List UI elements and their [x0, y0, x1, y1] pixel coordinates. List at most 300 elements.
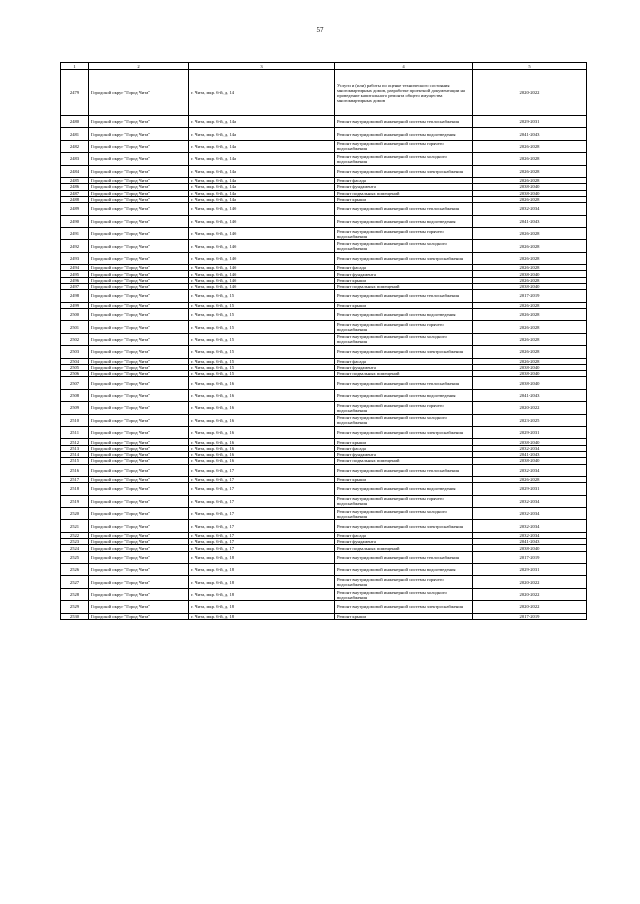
period-cell: 2026-2028 — [473, 476, 587, 482]
row-number-cell: 2530 — [61, 613, 89, 619]
column-number: 5 — [473, 63, 587, 70]
table-row — [61, 464, 587, 476]
work-type-cell: Ремонт внутридомовой инженерной системы электроснабжения — [335, 520, 473, 532]
period-cell: 2026-2028 — [473, 321, 587, 333]
row-number-cell: 2490 — [61, 215, 89, 227]
table-row — [61, 346, 587, 358]
address-cell: г. Чита, мкр. 6-й, д. 18 — [189, 564, 335, 576]
address-cell: г. Чита, мкр. 6-й, д. 17 — [189, 539, 335, 545]
table-row — [61, 613, 587, 619]
row-number-cell: 2523 — [61, 539, 89, 545]
municipality-cell: Городской округ "Город Чита" — [89, 215, 189, 227]
municipality-cell: Городской округ "Город Чита" — [89, 290, 189, 302]
period-cell: 2026-2028 — [473, 196, 587, 202]
row-number-cell: 2522 — [61, 532, 89, 538]
period-cell: 2026-2028 — [473, 308, 587, 320]
municipality-cell: Городской округ "Город Чита" — [89, 358, 189, 364]
work-type-cell: Ремонт фундамента — [335, 364, 473, 370]
row-number-cell: 2493 — [61, 252, 89, 264]
address-cell: г. Чита, мкр. 6-й, д. 16 — [189, 451, 335, 457]
address-cell: г. Чита, мкр. 6-й, д. 18 — [189, 613, 335, 619]
work-type-cell: Ремонт внутридомовой инженерной системы водоотведения — [335, 389, 473, 401]
address-cell: г. Чита, мкр. 6-й, д. 14а — [189, 177, 335, 183]
municipality-cell: Городской округ "Город Чита" — [89, 588, 189, 600]
table-row — [61, 588, 587, 600]
row-number-cell: 2485 — [61, 177, 89, 183]
period-cell: 2020-2022 — [473, 601, 587, 613]
address-cell: г. Чита, мкр. 6-й, д. 14б — [189, 227, 335, 239]
address-cell: г. Чита, мкр. 6-й, д. 18 — [189, 576, 335, 588]
row-number-cell: 2499 — [61, 302, 89, 308]
period-cell: 2026-2028 — [473, 227, 587, 239]
column-number-row — [61, 63, 587, 70]
table-row — [61, 508, 587, 520]
period-cell: 2041-2043 — [473, 451, 587, 457]
work-type-cell: Ремонт внутридомовой инженерной системы водоотведения — [335, 215, 473, 227]
table-row — [61, 426, 587, 438]
work-type-cell: Ремонт внутридомовой инженерной системы холодного водоснабжения — [335, 240, 473, 252]
table-row — [61, 377, 587, 389]
period-cell: 2029-2031 — [473, 426, 587, 438]
work-type-cell: Ремонт внутридомовой инженерной системы горячего водоснабжения — [335, 227, 473, 239]
municipality-cell: Городской округ "Город Чита" — [89, 177, 189, 183]
municipality-cell: Городской округ "Город Чита" — [89, 564, 189, 576]
work-type-cell: Ремонт фасада — [335, 532, 473, 538]
work-type-cell: Ремонт внутридомовой инженерной системы электроснабжения — [335, 346, 473, 358]
period-cell: 2029-2031 — [473, 483, 587, 495]
table-row — [61, 240, 587, 252]
address-cell: г. Чита, мкр. 6-й, д. 16 — [189, 426, 335, 438]
municipality-cell: Городской округ "Город Чита" — [89, 439, 189, 445]
municipality-cell: Городской округ "Город Чита" — [89, 464, 189, 476]
work-type-cell: Ремонт внутридомовой инженерной системы электроснабжения — [335, 252, 473, 264]
row-number-cell: 2526 — [61, 564, 89, 576]
period-cell: 2038-2040 — [473, 377, 587, 389]
municipality-cell: Городской округ "Город Чита" — [89, 539, 189, 545]
period-cell: 2026-2028 — [473, 140, 587, 152]
address-cell: г. Чита, мкр. 6-й, д. 15 — [189, 371, 335, 377]
address-cell: г. Чита, мкр. 6-й, д. 15 — [189, 321, 335, 333]
municipality-cell: Городской округ "Город Чита" — [89, 414, 189, 426]
row-number-cell: 2492 — [61, 240, 89, 252]
row-number-cell: 2482 — [61, 140, 89, 152]
work-type-cell: Ремонт подвальных помещений — [335, 545, 473, 551]
work-type-cell: Ремонт внутридомовой инженерной системы электроснабжения — [335, 426, 473, 438]
work-type-cell: Ремонт крыши — [335, 196, 473, 202]
address-cell: г. Чита, мкр. 6-й, д. 17 — [189, 508, 335, 520]
municipality-cell: Городской округ "Город Чита" — [89, 495, 189, 507]
period-cell: 2017-2019 — [473, 290, 587, 302]
address-cell: г. Чита, мкр. 6-й, д. 16 — [189, 439, 335, 445]
address-cell: г. Чита, мкр. 6-й, д. 18 — [189, 588, 335, 600]
period-cell: 2032-2034 — [473, 445, 587, 451]
work-type-cell: Ремонт крыши — [335, 277, 473, 283]
municipality-cell: Городской округ "Город Чита" — [89, 551, 189, 563]
work-type-cell: Ремонт фасада — [335, 177, 473, 183]
work-type-cell: Ремонт внутридомовой инженерной системы горячего водоснабжения — [335, 402, 473, 414]
work-type-cell: Ремонт внутридомовой инженерной системы теплоснабжения — [335, 203, 473, 215]
table-row — [61, 215, 587, 227]
address-cell: г. Чита, мкр. 6-й, д. 14б — [189, 203, 335, 215]
work-type-cell: Ремонт внутридомовой инженерной системы электроснабжения — [335, 601, 473, 613]
table-row — [61, 227, 587, 239]
row-number-cell: 2503 — [61, 346, 89, 358]
address-cell: г. Чита, мкр. 6-й, д. 17 — [189, 495, 335, 507]
table-row — [61, 333, 587, 345]
municipality-cell: Городской округ "Город Чита" — [89, 445, 189, 451]
municipality-cell: Городской округ "Город Чита" — [89, 184, 189, 190]
period-cell: 2026-2028 — [473, 277, 587, 283]
work-type-cell: Ремонт внутридомовой инженерной системы водоотведения — [335, 483, 473, 495]
period-cell: 2020-2022 — [473, 70, 587, 116]
row-number-cell: 2498 — [61, 290, 89, 302]
municipality-cell: Городской округ "Город Чита" — [89, 426, 189, 438]
municipality-cell: Городской округ "Город Чита" — [89, 196, 189, 202]
work-type-cell: Ремонт внутридомовой инженерной системы холодного водоснабжения — [335, 153, 473, 165]
address-cell: г. Чита, мкр. 6-й, д. 16 — [189, 402, 335, 414]
row-number-cell: 2489 — [61, 203, 89, 215]
work-type-cell: Ремонт внутридомовой инженерной системы холодного водоснабжения — [335, 588, 473, 600]
address-cell: г. Чита, мкр. 6-й, д. 15 — [189, 346, 335, 358]
municipality-cell: Городской округ "Город Чита" — [89, 483, 189, 495]
period-cell: 2026-2028 — [473, 153, 587, 165]
period-cell: 2020-2022 — [473, 588, 587, 600]
work-type-cell: Ремонт подвальных помещений — [335, 283, 473, 289]
table-row — [61, 483, 587, 495]
period-cell: 2032-2034 — [473, 203, 587, 215]
row-number-cell: 2491 — [61, 227, 89, 239]
row-number-cell: 2524 — [61, 545, 89, 551]
address-cell: г. Чита, мкр. 6-й, д. 16 — [189, 458, 335, 464]
row-number-cell: 2496 — [61, 277, 89, 283]
municipality-cell: Городской округ "Город Чита" — [89, 70, 189, 116]
municipality-cell: Городской округ "Город Чита" — [89, 140, 189, 152]
row-number-cell: 2479 — [61, 70, 89, 116]
period-cell: 2038-2040 — [473, 371, 587, 377]
period-cell: 2032-2034 — [473, 532, 587, 538]
row-number-cell: 2513 — [61, 445, 89, 451]
period-cell: 2029-2031 — [473, 116, 587, 128]
municipality-cell: Городской округ "Город Чита" — [89, 165, 189, 177]
period-cell: 2017-2019 — [473, 551, 587, 563]
period-cell: 2017-2019 — [473, 613, 587, 619]
municipality-cell: Городской округ "Город Чита" — [89, 271, 189, 277]
period-cell: 2026-2028 — [473, 302, 587, 308]
work-type-cell: Ремонт внутридомовой инженерной системы электроснабжения — [335, 165, 473, 177]
row-number-cell: 2516 — [61, 464, 89, 476]
address-cell: г. Чита, мкр. 6-й, д. 18 — [189, 601, 335, 613]
table-row — [61, 290, 587, 302]
row-number-cell: 2494 — [61, 265, 89, 271]
period-cell: 2041-2043 — [473, 539, 587, 545]
work-type-cell: Ремонт внутридомовой инженерной системы водоотведения — [335, 308, 473, 320]
address-cell: г. Чита, мкр. 6-й, д. 14а — [189, 184, 335, 190]
address-cell: г. Чита, мкр. 6-й, д. 14а — [189, 153, 335, 165]
row-number-cell: 2484 — [61, 165, 89, 177]
table-row — [61, 520, 587, 532]
work-type-cell: Ремонт внутридомовой инженерной системы горячего водоснабжения — [335, 495, 473, 507]
municipality-cell: Городской округ "Город Чита" — [89, 451, 189, 457]
address-cell: г. Чита, мкр. 6-й, д. 14а — [189, 116, 335, 128]
table-row — [61, 165, 587, 177]
address-cell: г. Чита, мкр. 6-й, д. 14б — [189, 240, 335, 252]
table-row — [61, 252, 587, 264]
column-number: 4 — [335, 63, 473, 70]
period-cell: 2038-2040 — [473, 545, 587, 551]
work-type-cell: Ремонт внутридомовой инженерной системы теплоснабжения — [335, 290, 473, 302]
table-row — [61, 564, 587, 576]
municipality-cell: Городской округ "Город Чита" — [89, 520, 189, 532]
address-cell: г. Чита, мкр. 6-й, д. 15 — [189, 364, 335, 370]
work-type-cell: Ремонт внутридомовой инженерной системы горячего водоснабжения — [335, 140, 473, 152]
work-type-cell: Ремонт внутридомовой инженерной системы теплоснабжения — [335, 116, 473, 128]
row-number-cell: 2504 — [61, 358, 89, 364]
address-cell: г. Чита, мкр. 6-й, д. 14а — [189, 190, 335, 196]
address-cell: г. Чита, мкр. 6-й, д. 15 — [189, 308, 335, 320]
address-cell: г. Чита, мкр. 6-й, д. 15 — [189, 333, 335, 345]
table-row — [61, 389, 587, 401]
row-number-cell: 2508 — [61, 389, 89, 401]
table-body — [61, 70, 587, 620]
row-number-cell: 2528 — [61, 588, 89, 600]
address-cell: г. Чита, мкр. 6-й, д. 14б — [189, 277, 335, 283]
municipality-cell: Городской округ "Город Чита" — [89, 227, 189, 239]
table-row — [61, 551, 587, 563]
municipality-cell: Городской округ "Город Чита" — [89, 377, 189, 389]
period-cell: 2038-2040 — [473, 458, 587, 464]
period-cell: 2038-2040 — [473, 184, 587, 190]
municipality-cell: Городской округ "Город Чита" — [89, 203, 189, 215]
work-type-cell: Ремонт внутридомовой инженерной системы теплоснабжения — [335, 377, 473, 389]
period-cell: 2038-2040 — [473, 283, 587, 289]
page-number: 57 — [316, 26, 324, 34]
municipality-cell: Городской округ "Город Чита" — [89, 302, 189, 308]
row-number-cell: 2515 — [61, 458, 89, 464]
table-row — [61, 70, 587, 116]
row-number-cell: 2511 — [61, 426, 89, 438]
period-cell: 2026-2028 — [473, 333, 587, 345]
row-number-cell: 2501 — [61, 321, 89, 333]
work-type-cell: Ремонт фундамента — [335, 539, 473, 545]
work-type-cell: Ремонт внутридомовой инженерной системы горячего водоснабжения — [335, 576, 473, 588]
address-cell: г. Чита, мкр. 6-й, д. 17 — [189, 520, 335, 532]
column-number: 3 — [189, 63, 335, 70]
address-cell: г. Чита, мкр. 6-й, д. 14а — [189, 196, 335, 202]
municipality-cell: Городской округ "Город Чита" — [89, 265, 189, 271]
row-number-cell: 2509 — [61, 402, 89, 414]
address-cell: г. Чита, мкр. 6-й, д. 14б — [189, 283, 335, 289]
work-type-cell: Ремонт подвальных помещений — [335, 190, 473, 196]
municipality-cell: Городской округ "Город Чита" — [89, 613, 189, 619]
period-cell: 2026-2028 — [473, 265, 587, 271]
table-row — [61, 153, 587, 165]
work-type-cell: Ремонт внутридомовой инженерной системы холодного водоснабжения — [335, 508, 473, 520]
work-type-cell: Ремонт крыши — [335, 439, 473, 445]
period-cell: 2041-2043 — [473, 389, 587, 401]
row-number-cell: 2527 — [61, 576, 89, 588]
work-type-cell: Ремонт фундамента — [335, 184, 473, 190]
address-cell: г. Чита, мкр. 6-й, д. 17 — [189, 483, 335, 495]
address-cell: г. Чита, мкр. 6-й, д. 14б — [189, 252, 335, 264]
period-cell: 2032-2034 — [473, 495, 587, 507]
municipality-cell: Городской округ "Город Чита" — [89, 116, 189, 128]
table-row — [61, 116, 587, 128]
period-cell: 2020-2022 — [473, 576, 587, 588]
repair-schedule-table — [60, 62, 587, 620]
address-cell: г. Чита, мкр. 6-й, д. 14 — [189, 70, 335, 116]
address-cell: г. Чита, мкр. 6-й, д. 14б — [189, 215, 335, 227]
period-cell: 2032-2034 — [473, 464, 587, 476]
municipality-cell: Городской округ "Город Чита" — [89, 252, 189, 264]
row-number-cell: 2517 — [61, 476, 89, 482]
municipality-cell: Городской округ "Город Чита" — [89, 333, 189, 345]
municipality-cell: Городской округ "Город Чита" — [89, 508, 189, 520]
municipality-cell: Городской округ "Город Чита" — [89, 364, 189, 370]
table-row — [61, 576, 587, 588]
period-cell: 2038-2040 — [473, 364, 587, 370]
table-row — [61, 140, 587, 152]
address-cell: г. Чита, мкр. 6-й, д. 16 — [189, 414, 335, 426]
table-row — [61, 128, 587, 140]
row-number-cell: 2512 — [61, 439, 89, 445]
row-number-cell: 2525 — [61, 551, 89, 563]
row-number-cell: 2510 — [61, 414, 89, 426]
work-type-cell: Ремонт внутридомовой инженерной системы холодного водоснабжения — [335, 414, 473, 426]
period-cell: 2041-2043 — [473, 128, 587, 140]
municipality-cell: Городской округ "Город Чита" — [89, 532, 189, 538]
work-type-cell: Ремонт внутридомовой инженерной системы водоотведения — [335, 564, 473, 576]
address-cell: г. Чита, мкр. 6-й, д. 17 — [189, 476, 335, 482]
address-cell: г. Чита, мкр. 6-й, д. 16 — [189, 445, 335, 451]
row-number-cell: 2506 — [61, 371, 89, 377]
column-number: 1 — [61, 63, 89, 70]
municipality-cell: Городской округ "Город Чита" — [89, 545, 189, 551]
row-number-cell: 2507 — [61, 377, 89, 389]
address-cell: г. Чита, мкр. 6-й, д. 14б — [189, 271, 335, 277]
period-cell: 2026-2028 — [473, 240, 587, 252]
table-row — [61, 402, 587, 414]
row-number-cell: 2480 — [61, 116, 89, 128]
row-number-cell: 2486 — [61, 184, 89, 190]
row-number-cell: 2519 — [61, 495, 89, 507]
period-cell: 2038-2040 — [473, 271, 587, 277]
address-cell: г. Чита, мкр. 6-й, д. 16 — [189, 389, 335, 401]
row-number-cell: 2487 — [61, 190, 89, 196]
row-number-cell: 2529 — [61, 601, 89, 613]
row-number-cell: 2520 — [61, 508, 89, 520]
work-type-cell: Ремонт фасада — [335, 445, 473, 451]
period-cell: 2026-2028 — [473, 165, 587, 177]
municipality-cell: Городской округ "Город Чита" — [89, 346, 189, 358]
work-type-cell: Ремонт крыши — [335, 302, 473, 308]
municipality-cell: Городской округ "Город Чита" — [89, 240, 189, 252]
address-cell: г. Чита, мкр. 6-й, д. 14б — [189, 265, 335, 271]
address-cell: г. Чита, мкр. 6-й, д. 15 — [189, 302, 335, 308]
row-number-cell: 2514 — [61, 451, 89, 457]
row-number-cell: 2521 — [61, 520, 89, 532]
address-cell: г. Чита, мкр. 6-й, д. 15 — [189, 290, 335, 302]
municipality-cell: Городской округ "Город Чита" — [89, 389, 189, 401]
period-cell: 2026-2028 — [473, 346, 587, 358]
address-cell: г. Чита, мкр. 6-й, д. 18 — [189, 551, 335, 563]
municipality-cell: Городской округ "Город Чита" — [89, 371, 189, 377]
work-type-cell: Ремонт внутридомовой инженерной системы теплоснабжения — [335, 551, 473, 563]
work-type-cell: Ремонт внутридомовой инженерной системы холодного водоснабжения — [335, 333, 473, 345]
period-cell: 2026-2028 — [473, 358, 587, 364]
municipality-cell: Городской округ "Город Чита" — [89, 190, 189, 196]
municipality-cell: Городской округ "Город Чита" — [89, 308, 189, 320]
period-cell: 2038-2040 — [473, 439, 587, 445]
municipality-cell: Городской округ "Город Чита" — [89, 277, 189, 283]
work-type-cell: Ремонт подвальных помещений — [335, 458, 473, 464]
address-cell: г. Чита, мкр. 6-й, д. 14а — [189, 140, 335, 152]
municipality-cell: Городской округ "Город Чита" — [89, 576, 189, 588]
period-cell: 2032-2034 — [473, 520, 587, 532]
row-number-cell: 2481 — [61, 128, 89, 140]
table-row — [61, 203, 587, 215]
work-type-cell: Ремонт фасада — [335, 265, 473, 271]
row-number-cell: 2505 — [61, 364, 89, 370]
table-row — [61, 321, 587, 333]
address-cell: г. Чита, мкр. 6-й, д. 15 — [189, 358, 335, 364]
period-cell: 2026-2028 — [473, 252, 587, 264]
period-cell: 2029-2031 — [473, 564, 587, 576]
period-cell: 2020-2022 — [473, 402, 587, 414]
column-number: 2 — [89, 63, 189, 70]
municipality-cell: Городской округ "Город Чита" — [89, 283, 189, 289]
address-cell: г. Чита, мкр. 6-й, д. 14а — [189, 128, 335, 140]
municipality-cell: Городской округ "Город Чита" — [89, 321, 189, 333]
municipality-cell: Городской округ "Город Чита" — [89, 458, 189, 464]
address-cell: г. Чита, мкр. 6-й, д. 16 — [189, 377, 335, 389]
period-cell: 2041-2043 — [473, 215, 587, 227]
row-number-cell: 2483 — [61, 153, 89, 165]
municipality-cell: Городской округ "Город Чита" — [89, 601, 189, 613]
municipality-cell: Городской округ "Город Чита" — [89, 128, 189, 140]
period-cell: 2038-2040 — [473, 190, 587, 196]
period-cell: 2032-2034 — [473, 508, 587, 520]
work-type-cell: Услуги и (или) работы по оценке технического состояния многоквартирных домов, разработке проектной документации на проведение капитального ремонта общего имущества многоквартирных домов — [335, 70, 473, 116]
work-type-cell: Ремонт крыши — [335, 613, 473, 619]
row-number-cell: 2518 — [61, 483, 89, 495]
work-type-cell: Ремонт крыши — [335, 476, 473, 482]
municipality-cell: Городской округ "Город Чита" — [89, 153, 189, 165]
work-type-cell: Ремонт фасада — [335, 358, 473, 364]
row-number-cell: 2500 — [61, 308, 89, 320]
address-cell: г. Чита, мкр. 6-й, д. 17 — [189, 545, 335, 551]
address-cell: г. Чита, мкр. 6-й, д. 17 — [189, 532, 335, 538]
table-row — [61, 414, 587, 426]
period-cell: 2023-2025 — [473, 414, 587, 426]
row-number-cell: 2488 — [61, 196, 89, 202]
address-cell: г. Чита, мкр. 6-й, д. 17 — [189, 464, 335, 476]
work-type-cell: Ремонт внутридомовой инженерной системы водоотведения — [335, 128, 473, 140]
municipality-cell: Городской округ "Город Чита" — [89, 402, 189, 414]
table-row — [61, 495, 587, 507]
work-type-cell: Ремонт внутридомовой инженерной системы теплоснабжения — [335, 464, 473, 476]
work-type-cell: Ремонт подвальных помещений — [335, 371, 473, 377]
work-type-cell: Ремонт внутридомовой инженерной системы горячего водоснабжения — [335, 321, 473, 333]
municipality-cell: Городской округ "Город Чита" — [89, 476, 189, 482]
work-type-cell: Ремонт фундамента — [335, 271, 473, 277]
row-number-cell: 2497 — [61, 283, 89, 289]
table-row — [61, 308, 587, 320]
work-type-cell: Ремонт фундамента — [335, 451, 473, 457]
table-row — [61, 601, 587, 613]
row-number-cell: 2502 — [61, 333, 89, 345]
address-cell: г. Чита, мкр. 6-й, д. 14а — [189, 165, 335, 177]
period-cell: 2026-2028 — [473, 177, 587, 183]
